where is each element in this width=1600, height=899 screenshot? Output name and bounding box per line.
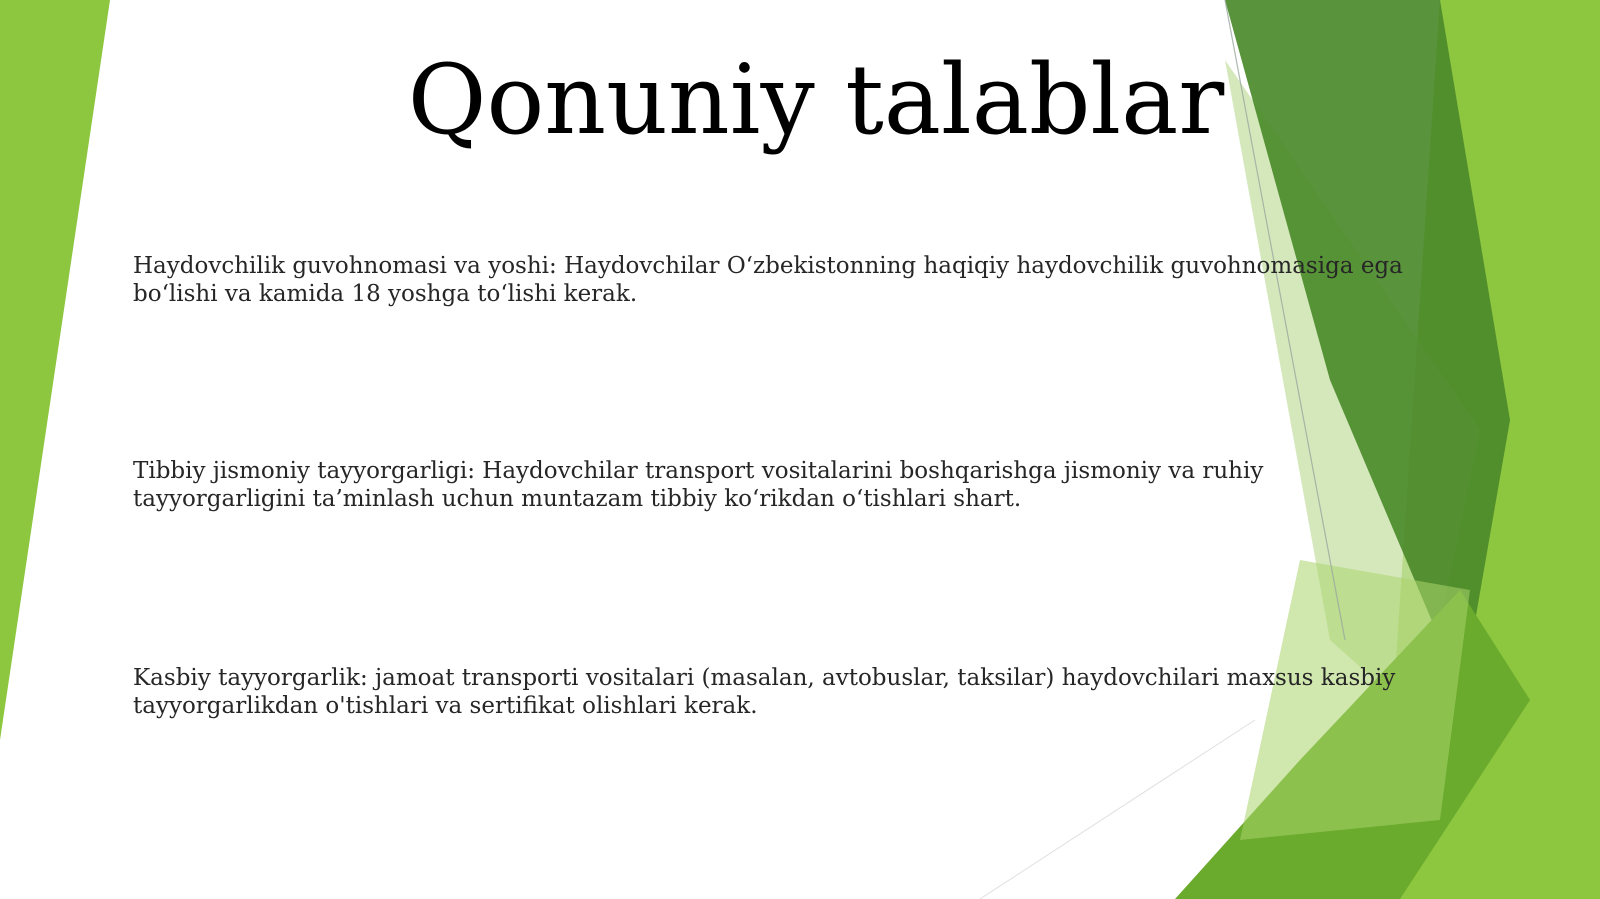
bullet-professional-training: Kasbiy tayyorgarlik: jamoat transporti vositalari (masalan, avtobuslar, taksilar) haydovchilari maxsus kasbiy tayyorgarlikdan o'tishlari va sertifikat olishlari kerak. <box>133 665 1396 719</box>
bullet-medical-fitness: Tibbiy jismoniy tayyorgarligi: Haydovchilar transport vositalarini boshqarishga jismoniy va ruhiy tayyorgarligini ta’minlash uchun muntazam tibbiy ko‘rikdan o‘tishlari shart. <box>133 458 1264 512</box>
bullet-driving-license: Haydovchilik guvohnomasi va yoshi: Haydovchilar O‘zbekistonning haqiqiy haydovchilik guvohnomasiga ega bo‘lishi va kamida 18 yoshga to‘lishi kerak. <box>133 253 1403 307</box>
slide-title: Qonuniy talablar <box>407 44 1225 156</box>
